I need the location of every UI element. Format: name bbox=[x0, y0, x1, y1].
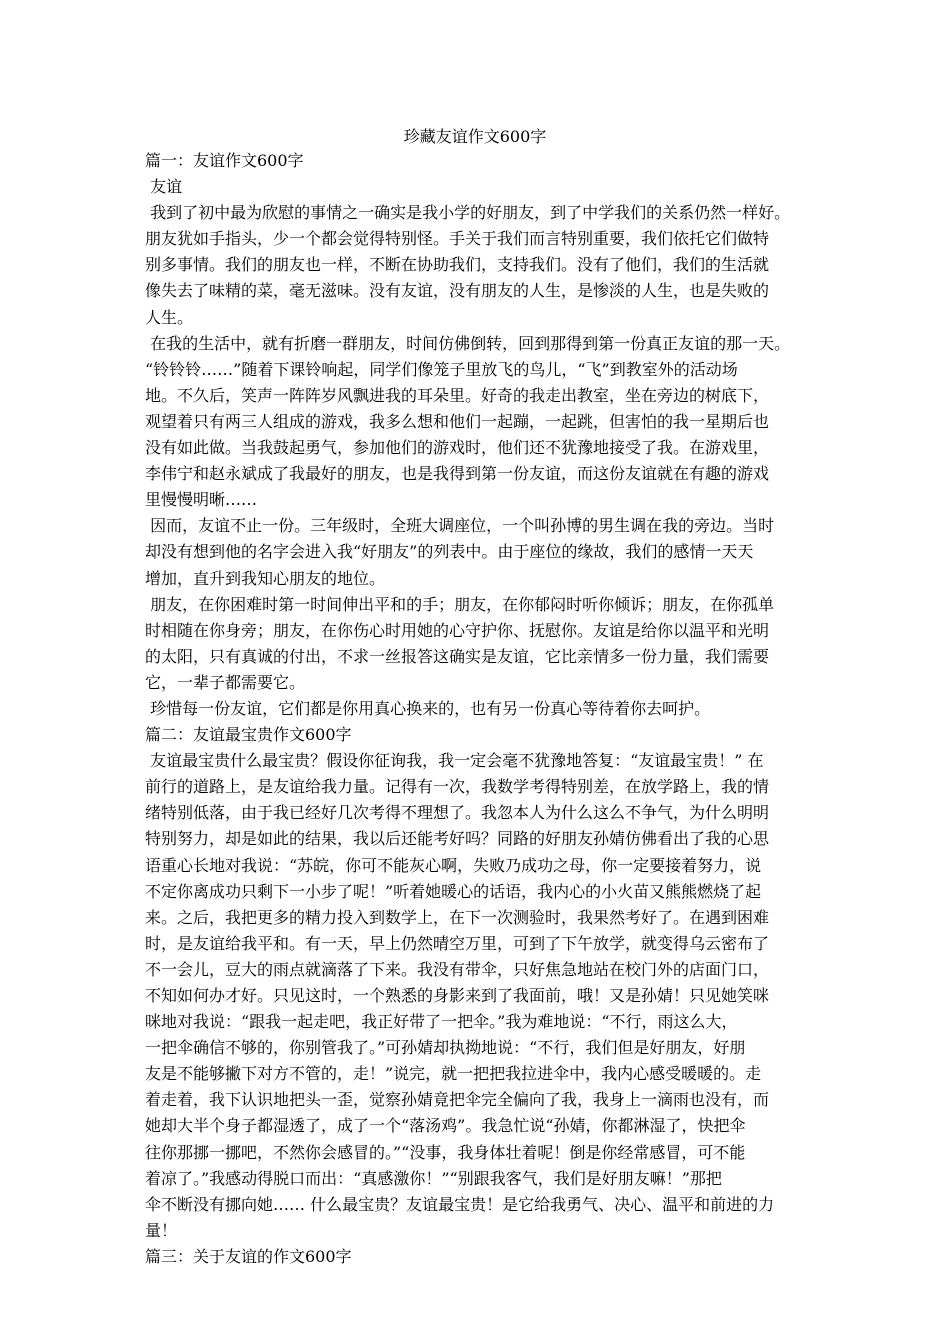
text-line: 量！ bbox=[145, 1220, 178, 1240]
text-line: 不知如何办才好。只见这时，一个熟悉的身影来到了我面前，哦！又是孙婧！只见她笑咪 bbox=[145, 986, 770, 1005]
document-body bbox=[145, 148, 810, 1270]
text-line: 观望着只有两三人组成的游戏，我多么想和他们一起蹦，一起跳，但害怕的我一星期后也 bbox=[145, 411, 770, 431]
text-line: 增加，直升到我知心朋友的地位。 bbox=[145, 568, 386, 588]
text-line: 篇二：友谊最宝贵作文600字 bbox=[145, 725, 352, 745]
text-line: 一把伞确信不够的，你别管我了。”可孙婧却执拗地说：“不行，我们但是好朋友，好朋 bbox=[145, 1038, 746, 1058]
text-line: 友谊 bbox=[145, 177, 183, 197]
text-line: 时相随在你身旁；朋友，在你伤心时用她的心守护你、抚慰你。友谊是给你以温平和光明 bbox=[145, 620, 770, 640]
text-line: 人生。 bbox=[145, 307, 194, 327]
text-line: 像失去了味精的菜，毫无滋味。没有友谊，没有朋友的人生，是惨淡的人生，也是失败的 bbox=[145, 281, 770, 301]
text-line: 在我的生活中，就有折磨一群朋友，时间仿佛倒转，回到那得到第一份真正友谊的那一天。 bbox=[145, 333, 791, 353]
text-line: 没有如此做。当我鼓起勇气，参加他们的游戏时，他们还不犹豫地接受了我。在游戏里， bbox=[145, 438, 770, 458]
text-line: 不定你离成功只剩下一小步了呢！”听着她暖心的话语，我内心的小火苗又熊熊燃烧了起 bbox=[145, 881, 762, 901]
text-line: 的太阳，只有真诚的付出，不求一丝报答这确实是友谊，它比亲情多一份力量，我们需要 bbox=[145, 646, 770, 666]
text-line: 珍惜每一份友谊，它们都是你用真心换来的，也有另一份真心等待着你去呵护。 bbox=[145, 698, 711, 718]
text-line: 着凉了。”我感动得脱口而出：“真感激你！”“别跟我客气，我们是好朋友嘛！”那把 bbox=[145, 1168, 722, 1188]
text-line: 友是不能够撇下对方不管的，走！”说完，就一把把我拉进伞中，我内心感受暖暖的。走 bbox=[145, 1064, 762, 1084]
text-line: 它，一辈子都需要它。 bbox=[145, 672, 306, 692]
text-line: 前行的道路上，是友谊给我力量。记得有一次，我数学考得特别差，在放学路上，我的情 bbox=[145, 777, 770, 797]
text-line: 绪特别低落，由于我已经好几次考得不理想了。我忽本人为什么这么不争气，为什么明明 bbox=[145, 803, 770, 823]
text-line: 地。不久后，笑声一阵阵岁风飘进我的耳朵里。好奇的我走出教室，坐在旁边的树底下， bbox=[145, 385, 770, 405]
text-line: 不一会儿，豆大的雨点就滴落了下来。我没有带伞，只好焦急地站在校门外的店面门口， bbox=[145, 959, 770, 979]
text-line: 她却大半个身子都湿透了，成了一个“落汤鸡”。我急忙说“孙婧，你都淋湿了，快把伞 bbox=[145, 1116, 746, 1136]
text-line: 里慢慢明晰…… bbox=[145, 490, 258, 510]
text-line: 咪地对我说：“跟我一起走吧，我正好带了一把伞。”我为难地说：“不行，雨这么大， bbox=[145, 1012, 738, 1032]
text-line: 伞不断没有挪向她…… 什么最宝贵？友谊最宝贵！是它给我勇气、决心、温平和前进的力 bbox=[145, 1194, 775, 1214]
text-line: 友谊最宝贵什么最宝贵？假设你征询我，我一定会毫不犹豫地答复：“友谊最宝贵！” 在 bbox=[145, 751, 764, 771]
document-title: 珍藏友谊作文600字 bbox=[403, 127, 547, 146]
text-line: 特别努力，却是如此的结果，我以后还能考好吗？同路的好朋友孙婧仿佛看出了我的心思 bbox=[145, 829, 770, 849]
text-line: 别多事情。我们的朋友也一样，不断在协助我们，支持我们。没有了他们，我们的生活就 bbox=[145, 255, 770, 275]
text-line: 篇三：关于友谊的作文600字 bbox=[145, 1246, 352, 1266]
text-line: 李伟宁和赵永斌成了我最好的朋友，也是我得到第一份友谊，而这份友谊就在有趣的游戏 bbox=[145, 464, 770, 484]
text-line: “铃铃铃……”随着下课铃响起，同学们像笼子里放飞的鸟儿，“飞”到教室外的活动场 bbox=[145, 359, 738, 379]
text-line: 我到了初中最为欣慰的事情之一确实是我小学的好朋友，到了中学我们的关系仍然一样好。 bbox=[145, 203, 791, 223]
text-line: 篇一：友谊作文600字 bbox=[145, 151, 304, 170]
text-line: 往你那挪一挪吧，不然你会感冒的。”“没事，我身体壮着呢！倒是你经常感冒，可不能 bbox=[145, 1142, 746, 1162]
text-line: 语重心长地对我说：“苏皖，你可不能灰心啊，失败乃成功之母，你一定要接着努力，说 bbox=[145, 855, 762, 875]
text-line: 着走着，我下认识地把头一歪，觉察孙婧竟把伞完全偏向了我，我身上一滴雨也没有，而 bbox=[145, 1090, 770, 1110]
text-line: 朋友，在你困难时第一时间伸出平和的手；朋友，在你郁闷时听你倾诉；朋友，在你孤单 bbox=[145, 594, 775, 614]
text-line: 来。之后，我把更多的精力投入到数学上，在下一次测验时，我果然考好了。在遇到困难 bbox=[145, 907, 770, 927]
text-line: 时，是友谊给我平和。有一天，早上仍然晴空万里，可到了下午放学，就变得乌云密布了 bbox=[145, 933, 770, 953]
text-line: 朋友犹如手指头，少一个都会觉得特别怪。手关于我们而言特别重要，我们依托它们做特 bbox=[145, 229, 770, 249]
text-line: 因而，友谊不止一份。三年级时，全班大调座位，一个叫孙博的男生调在我的旁边。当时 bbox=[145, 516, 775, 536]
text-line: 却没有想到他的名字会进入我“好朋友”的列表中。由于座位的缘故，我们的感情一天天 bbox=[145, 542, 754, 562]
